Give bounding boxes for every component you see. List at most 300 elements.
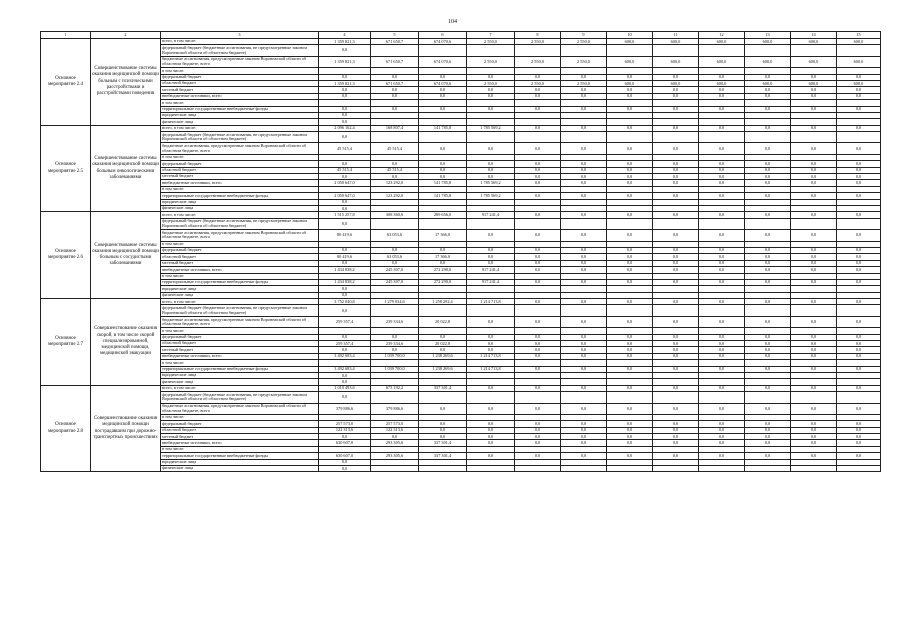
event-cell: Основное мероприятие 2.8 xyxy=(41,385,91,472)
value-cell: 0,0 xyxy=(467,453,515,459)
value-cell: 674 070,6 xyxy=(419,80,467,86)
value-cell: 122 313,6 xyxy=(319,427,371,433)
value-cell xyxy=(371,392,419,403)
value-cell: 0,0 xyxy=(467,421,515,427)
value-cell: 0,0 xyxy=(515,174,561,180)
value-cell xyxy=(467,45,515,56)
table-row xyxy=(41,305,881,316)
value-cell: 0,0 xyxy=(699,267,745,273)
value-cell: 0,0 xyxy=(745,347,791,353)
value-cell: 289 656,0 xyxy=(419,212,467,218)
value-cell xyxy=(419,45,467,56)
event-cell: Основное мероприятие 2.6 xyxy=(41,212,91,299)
value-cell: 1 359 821,3 xyxy=(319,80,371,86)
value-cell: 0,0 xyxy=(561,167,607,173)
value-cell: 0,0 xyxy=(699,193,745,199)
value-cell: 0,0 xyxy=(515,341,561,347)
value-cell: 0,0 xyxy=(607,334,653,340)
value-cell: 0,0 xyxy=(419,167,467,173)
value-cell xyxy=(791,45,837,56)
value-cell: 20 022,8 xyxy=(419,316,467,327)
value-cell: 0,0 xyxy=(467,341,515,347)
value-cell: 0,0 xyxy=(653,167,699,173)
value-cell xyxy=(699,305,745,316)
value-cell: 379 886,6 xyxy=(319,403,371,414)
value-cell: 0,0 xyxy=(467,247,515,253)
value-cell: 0,0 xyxy=(653,453,699,459)
value-cell: 1 785 569,2 xyxy=(467,180,515,186)
column-number: 9 xyxy=(561,32,607,39)
value-cell: 0,0 xyxy=(607,247,653,253)
column-number: 10 xyxy=(607,32,653,39)
value-cell: 0,0 xyxy=(561,267,607,273)
value-cell: 600,0 xyxy=(745,80,791,86)
value-cell: 45 515,4 xyxy=(319,167,371,173)
value-cell: 600,0 xyxy=(791,56,837,67)
value-cell: 0,0 xyxy=(653,341,699,347)
value-cell: 0,0 xyxy=(791,427,837,433)
value-cell: 0,0 xyxy=(607,143,653,154)
source-label: федеральный бюджет xyxy=(161,247,319,253)
value-cell: 0,0 xyxy=(699,161,745,167)
value-cell: 0,0 xyxy=(791,440,837,446)
source-label: областной бюджет xyxy=(161,427,319,433)
source-label: федеральный бюджет xyxy=(161,74,319,80)
value-cell xyxy=(607,305,653,316)
value-cell: 0,0 xyxy=(561,353,607,359)
value-cell: 0,0 xyxy=(653,279,699,285)
value-cell: 671 650,7 xyxy=(371,56,419,67)
source-label: в том числе: xyxy=(161,154,319,160)
value-cell: 0,0 xyxy=(515,334,561,340)
value-cell: 0,0 xyxy=(607,193,653,199)
value-cell: 0,0 xyxy=(791,299,837,305)
value-cell: 1 359 821,3 xyxy=(319,39,371,45)
value-cell: 0,0 xyxy=(371,161,419,167)
value-cell: 0,0 xyxy=(561,161,607,167)
value-cell: 0,0 xyxy=(699,353,745,359)
value-cell xyxy=(745,45,791,56)
value-cell: 2 550,0 xyxy=(467,56,515,67)
value-cell: 0,0 xyxy=(653,385,699,391)
value-cell: 0,0 xyxy=(791,403,837,414)
value-cell: 45 515,4 xyxy=(319,143,371,154)
value-cell: 0,0 xyxy=(607,353,653,359)
source-label: федеральный бюджет xyxy=(161,421,319,427)
value-cell: 0,0 xyxy=(467,74,515,80)
value-cell: 0,0 xyxy=(319,260,371,266)
value-cell xyxy=(515,466,561,472)
value-cell: 2 550,0 xyxy=(467,80,515,86)
value-cell: 259 357,4 xyxy=(319,341,371,347)
value-cell: 0,0 xyxy=(515,230,561,241)
value-cell: 20 022,8 xyxy=(419,341,467,347)
value-cell: 630 607,0 xyxy=(319,453,371,459)
value-cell: 0,0 xyxy=(515,279,561,285)
value-cell: 0,0 xyxy=(791,193,837,199)
value-cell: 0,0 xyxy=(467,174,515,180)
value-cell: 0,0 xyxy=(607,427,653,433)
source-label: областной бюджет xyxy=(161,80,319,86)
value-cell: 0,0 xyxy=(791,341,837,347)
value-cell: 674 070,6 xyxy=(419,39,467,45)
value-cell: 0,0 xyxy=(467,167,515,173)
value-cell: 0,0 xyxy=(653,427,699,433)
value-cell: 0,0 xyxy=(467,254,515,260)
value-cell xyxy=(745,132,791,143)
value-cell xyxy=(653,45,699,56)
value-cell: 0,0 xyxy=(371,93,419,99)
value-cell: 141 785,8 xyxy=(419,125,467,131)
source-label: физические лица xyxy=(161,379,319,385)
value-cell: 0,0 xyxy=(561,299,607,305)
value-cell: 0,0 xyxy=(319,112,371,118)
value-cell: 0,0 xyxy=(607,440,653,446)
event-cell: Основное мероприятие 2.4 xyxy=(41,39,91,126)
value-cell: 0,0 xyxy=(653,403,699,414)
value-cell: 0,0 xyxy=(607,421,653,427)
value-cell: 0,0 xyxy=(467,334,515,340)
event-name-cell: Совершенствование системы оказания медицинской помощи больным онкологическими заболеваниями xyxy=(91,125,161,212)
value-cell: 0,0 xyxy=(653,353,699,359)
source-label: юридические лица xyxy=(161,199,319,205)
value-cell: 0,0 xyxy=(837,87,881,93)
value-cell: 123 292,0 xyxy=(371,193,419,199)
value-cell: 0,0 xyxy=(745,316,791,327)
value-cell: 0,0 xyxy=(371,260,419,266)
value-cell: 0,0 xyxy=(419,421,467,427)
value-cell: 0,0 xyxy=(653,347,699,353)
value-cell: 80 419,6 xyxy=(319,230,371,241)
table-row xyxy=(41,143,881,154)
value-cell xyxy=(515,392,561,403)
value-cell: 0,0 xyxy=(561,434,607,440)
value-cell: 0,0 xyxy=(699,143,745,154)
value-cell: 0,0 xyxy=(837,440,881,446)
value-cell xyxy=(467,132,515,143)
value-cell: 2 050 647,0 xyxy=(319,193,371,199)
value-cell: 674 070,6 xyxy=(419,56,467,67)
value-cell xyxy=(745,305,791,316)
source-label: в том числе: xyxy=(161,186,319,192)
value-cell: 917 241,4 xyxy=(467,212,515,218)
value-cell: 0,0 xyxy=(607,260,653,266)
value-cell: 0,0 xyxy=(699,254,745,260)
value-cell: 0,0 xyxy=(561,247,607,253)
value-cell: 0,0 xyxy=(791,180,837,186)
value-cell: 141 785,8 xyxy=(419,180,467,186)
value-cell: 0,0 xyxy=(607,341,653,347)
value-cell: 17 366,0 xyxy=(419,230,467,241)
value-cell xyxy=(699,392,745,403)
value-cell: 0,0 xyxy=(791,174,837,180)
value-cell: 2 550,0 xyxy=(515,80,561,86)
value-cell: 0,0 xyxy=(699,174,745,180)
value-cell: 257 573,0 xyxy=(371,421,419,427)
value-cell xyxy=(467,305,515,316)
value-cell: 0,0 xyxy=(653,316,699,327)
value-cell xyxy=(837,305,881,316)
value-cell: 671 650,7 xyxy=(371,80,419,86)
value-cell: 0,0 xyxy=(607,254,653,260)
value-cell: 0,0 xyxy=(745,434,791,440)
value-cell: 0,0 xyxy=(561,366,607,372)
source-label: внебюджетные источники, всего xyxy=(161,180,319,186)
value-cell: 0,0 xyxy=(837,254,881,260)
source-label: внебюджетные источники, всего xyxy=(161,267,319,273)
value-cell: 0,0 xyxy=(607,347,653,353)
source-label: федеральный бюджет (бюджетные ассигнования, не предусмотренные законом Воронежской области об областном бюджете) xyxy=(161,218,319,229)
value-cell: 0,0 xyxy=(419,434,467,440)
value-cell xyxy=(837,132,881,143)
column-number: 14 xyxy=(791,32,837,39)
value-cell: 0,0 xyxy=(319,199,371,205)
value-cell: 0,0 xyxy=(791,366,837,372)
value-cell: 0,0 xyxy=(653,334,699,340)
value-cell: 0,0 xyxy=(791,453,837,459)
value-cell: 0,0 xyxy=(653,93,699,99)
value-cell: 0,0 xyxy=(419,93,467,99)
value-cell: 45 515,4 xyxy=(371,143,419,154)
value-cell xyxy=(419,392,467,403)
value-cell: 0,0 xyxy=(791,167,837,173)
page-number: 104 xyxy=(448,19,457,25)
value-cell: 0,0 xyxy=(837,174,881,180)
source-label: бюджетные ассигнования, предусмотренные законом Воронежской области об областном бюджете, всего xyxy=(161,403,319,414)
value-cell: 0,0 xyxy=(515,316,561,327)
value-cell: 0,0 xyxy=(653,299,699,305)
value-cell xyxy=(515,132,561,143)
value-cell xyxy=(419,132,467,143)
value-cell: 337 301,4 xyxy=(419,385,467,391)
value-cell: 0,0 xyxy=(419,427,467,433)
value-cell: 0,0 xyxy=(319,174,371,180)
value-cell xyxy=(419,305,467,316)
value-cell: 123 292,0 xyxy=(371,180,419,186)
value-cell: 1 238 269,6 xyxy=(419,366,467,372)
value-cell: 0,0 xyxy=(791,316,837,327)
source-label: всего, в том числе: xyxy=(161,385,319,391)
value-cell: 0,0 xyxy=(561,316,607,327)
value-cell: 0,0 xyxy=(791,334,837,340)
value-cell: 600,0 xyxy=(791,39,837,45)
event-name-cell: Совершенствование оказания скорой, в том числе скорой специализированной, медицинской помощи, медицинской эвакуации xyxy=(91,299,161,386)
value-cell: 0,0 xyxy=(653,212,699,218)
value-cell: 0,0 xyxy=(319,93,371,99)
value-cell xyxy=(745,392,791,403)
value-cell: 0,0 xyxy=(607,385,653,391)
value-cell xyxy=(745,218,791,229)
value-cell: 0,0 xyxy=(745,279,791,285)
value-cell: 0,0 xyxy=(561,403,607,414)
value-cell: 0,0 xyxy=(837,385,881,391)
value-cell: 0,0 xyxy=(745,93,791,99)
value-cell xyxy=(607,45,653,56)
value-cell: 0,0 xyxy=(791,254,837,260)
value-cell: 0,0 xyxy=(561,143,607,154)
value-cell: 0,0 xyxy=(515,247,561,253)
value-cell xyxy=(561,218,607,229)
value-cell: 0,0 xyxy=(837,341,881,347)
value-cell: 0,0 xyxy=(515,427,561,433)
value-cell: 0,0 xyxy=(837,347,881,353)
value-cell xyxy=(561,392,607,403)
value-cell: 0,0 xyxy=(607,125,653,131)
source-label: областной бюджет xyxy=(161,167,319,173)
value-cell: 63 053,6 xyxy=(371,230,419,241)
value-cell: 0,0 xyxy=(653,267,699,273)
value-cell xyxy=(837,45,881,56)
table-row xyxy=(41,392,881,403)
value-cell: 0,0 xyxy=(837,279,881,285)
value-cell: 600,0 xyxy=(653,80,699,86)
value-cell: 0,0 xyxy=(745,125,791,131)
value-cell: 1 214 713,8 xyxy=(467,366,515,372)
value-cell: 0,0 xyxy=(607,316,653,327)
value-cell: 293 305,6 xyxy=(371,440,419,446)
value-cell xyxy=(699,218,745,229)
value-cell: 0,0 xyxy=(515,403,561,414)
source-label: бюджетные ассигнования, предусмотренные законом Воронежской области об областном бюджете, всего xyxy=(161,56,319,67)
value-cell: 0,0 xyxy=(607,279,653,285)
value-cell xyxy=(653,132,699,143)
value-cell: 917 241,4 xyxy=(467,279,515,285)
value-cell: 379 886,6 xyxy=(371,403,419,414)
value-cell: 0,0 xyxy=(837,74,881,80)
value-cell: 0,0 xyxy=(419,403,467,414)
value-cell: 600,0 xyxy=(653,39,699,45)
value-cell: 0,0 xyxy=(515,299,561,305)
value-cell: 0,0 xyxy=(319,106,371,112)
value-cell: 0,0 xyxy=(837,161,881,167)
value-cell: 0,0 xyxy=(699,366,745,372)
value-cell: 1 515 257,8 xyxy=(319,212,371,218)
value-cell: 0,0 xyxy=(699,180,745,186)
value-cell: 1 214 713,8 xyxy=(467,299,515,305)
value-cell: 0,0 xyxy=(561,106,607,112)
source-label: территориальные государственные внебюджетные фонды xyxy=(161,193,319,199)
value-cell xyxy=(699,132,745,143)
value-cell: 2 096 162,4 xyxy=(319,125,371,131)
value-cell: 0,0 xyxy=(837,180,881,186)
value-cell: 0,0 xyxy=(319,119,371,125)
value-cell: 0,0 xyxy=(319,161,371,167)
value-cell xyxy=(607,218,653,229)
value-cell: 0,0 xyxy=(653,174,699,180)
value-cell: 0,0 xyxy=(561,347,607,353)
value-cell: 245 307,0 xyxy=(371,279,419,285)
value-cell: 2 550,0 xyxy=(561,56,607,67)
value-cell: 0,0 xyxy=(607,161,653,167)
table-row xyxy=(41,403,881,414)
value-cell: 0,0 xyxy=(561,279,607,285)
value-cell: 0,0 xyxy=(699,260,745,266)
value-cell xyxy=(561,132,607,143)
source-label: местный бюджет xyxy=(161,87,319,93)
value-cell: 0,0 xyxy=(419,106,467,112)
value-cell: 0,0 xyxy=(515,353,561,359)
table-row xyxy=(41,45,881,56)
value-cell: 308 360,6 xyxy=(371,212,419,218)
value-cell: 0,0 xyxy=(791,347,837,353)
value-cell xyxy=(515,45,561,56)
value-cell: 0,0 xyxy=(653,74,699,80)
column-number: 12 xyxy=(699,32,745,39)
value-cell: 0,0 xyxy=(419,143,467,154)
value-cell xyxy=(837,218,881,229)
value-cell: 0,0 xyxy=(419,74,467,80)
value-cell: 293 305,6 xyxy=(371,453,419,459)
value-cell: 0,0 xyxy=(561,421,607,427)
value-cell: 0,0 xyxy=(371,434,419,440)
source-label: в том числе: xyxy=(161,360,319,366)
value-cell: 1 039 700,0 xyxy=(371,366,419,372)
value-cell: 0,0 xyxy=(699,230,745,241)
column-number: 13 xyxy=(745,32,791,39)
value-cell: 0,0 xyxy=(607,87,653,93)
value-cell: 0,0 xyxy=(791,260,837,266)
value-cell: 0,0 xyxy=(653,421,699,427)
value-cell: 63 053,6 xyxy=(371,254,419,260)
value-cell: 2 550,0 xyxy=(561,39,607,45)
value-cell: 0,0 xyxy=(745,453,791,459)
value-cell: 630 607,0 xyxy=(319,440,371,446)
value-cell: 0,0 xyxy=(745,385,791,391)
value-cell: 0,0 xyxy=(745,174,791,180)
value-cell: 0,0 xyxy=(745,341,791,347)
value-cell: 272 290,0 xyxy=(419,267,467,273)
value-cell: 600,0 xyxy=(699,56,745,67)
value-cell: 0,0 xyxy=(745,427,791,433)
value-cell xyxy=(791,466,837,472)
value-cell: 0,0 xyxy=(607,93,653,99)
value-cell: 0,0 xyxy=(467,93,515,99)
value-cell: 0,0 xyxy=(515,440,561,446)
value-cell: 600,0 xyxy=(699,80,745,86)
source-label: федеральный бюджет (бюджетные ассигнования, не предусмотренные законом Воронежской области об областном бюджете) xyxy=(161,392,319,403)
value-cell: 0,0 xyxy=(699,167,745,173)
value-cell: 0,0 xyxy=(699,74,745,80)
value-cell: 0,0 xyxy=(653,180,699,186)
source-label: в том числе: xyxy=(161,273,319,279)
value-cell: 0,0 xyxy=(607,403,653,414)
value-cell: 0,0 xyxy=(699,212,745,218)
column-number: 2 xyxy=(91,32,161,39)
value-cell: 0,0 xyxy=(837,366,881,372)
value-cell: 0,0 xyxy=(561,341,607,347)
value-cell: 0,0 xyxy=(467,143,515,154)
value-cell xyxy=(791,392,837,403)
value-cell: 600,0 xyxy=(653,56,699,67)
source-label: федеральный бюджет (бюджетные ассигнования, не предусмотренные законом Воронежской области об областном бюджете) xyxy=(161,45,319,56)
value-cell: 0,0 xyxy=(791,353,837,359)
value-cell: 2 550,0 xyxy=(467,39,515,45)
value-cell xyxy=(699,45,745,56)
value-cell: 0,0 xyxy=(515,161,561,167)
value-cell: 0,0 xyxy=(837,421,881,427)
value-cell: 0,0 xyxy=(745,403,791,414)
value-cell: 0,0 xyxy=(699,347,745,353)
value-cell: 1 785 569,2 xyxy=(467,125,515,131)
header-row xyxy=(41,32,881,39)
value-cell: 0,0 xyxy=(319,218,371,229)
value-cell: 0,0 xyxy=(699,316,745,327)
value-cell: 600,0 xyxy=(837,56,881,67)
value-cell: 0,0 xyxy=(699,106,745,112)
value-cell: 673 192,2 xyxy=(371,385,419,391)
value-cell: 0,0 xyxy=(319,286,371,292)
value-cell: 0,0 xyxy=(653,254,699,260)
